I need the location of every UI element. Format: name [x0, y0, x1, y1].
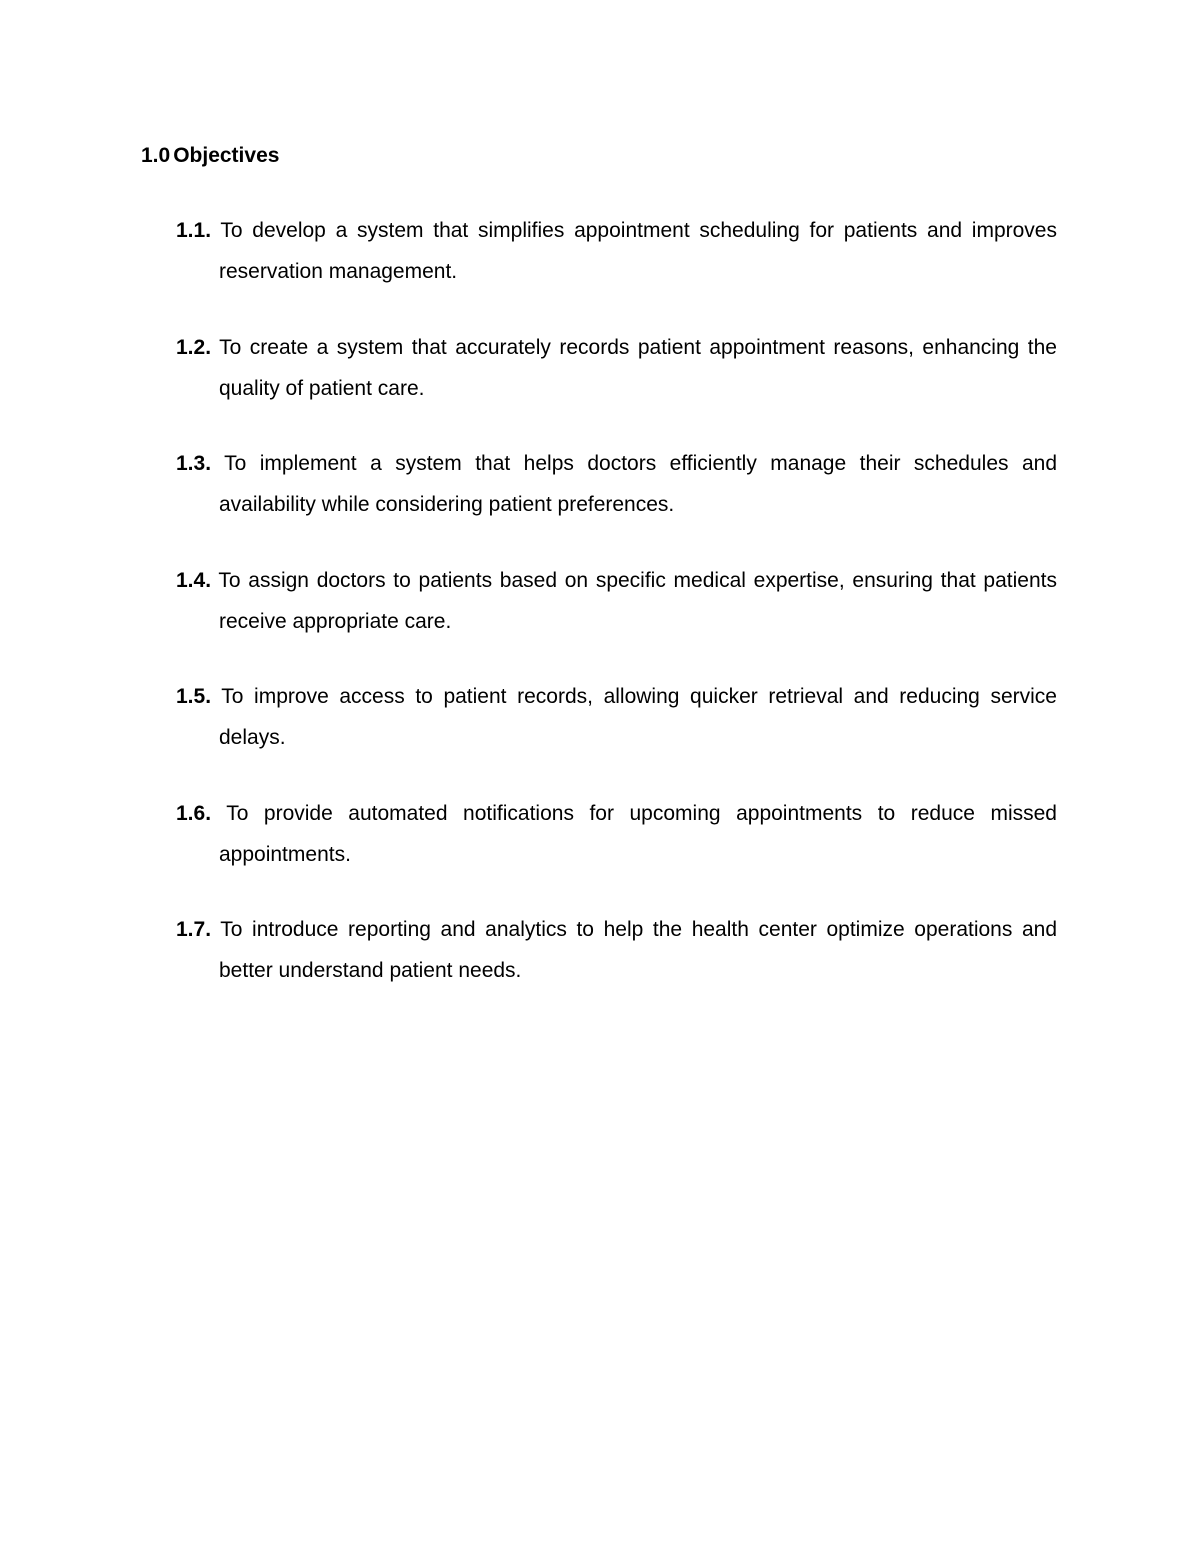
objective-number: 1.4.: [176, 569, 212, 592]
objective-number: 1.6.: [176, 802, 212, 825]
objective-number: 1.1.: [176, 219, 212, 242]
objective-text: To assign doctors to patients based on specific medical expertise, ensuring that patients receive appropriate care.: [218, 569, 1057, 633]
objective-text: To create a system that accurately records patient appointment reasons, enhancing the quality of patient care.: [219, 336, 1057, 400]
objective-text: To develop a system that simplifies appointment scheduling for patients and improves reservation management.: [219, 219, 1057, 283]
objective-text: To improve access to patient records, allowing quicker retrieval and reducing service delays.: [219, 685, 1057, 749]
objective-number: 1.7.: [176, 918, 212, 941]
objective-item: [176, 676, 1057, 758]
objective-item: [176, 909, 1057, 991]
objective-item: [176, 210, 1057, 292]
objective-number: 1.3.: [176, 452, 212, 475]
objective-number: 1.5.: [176, 685, 212, 708]
section-heading: [141, 143, 279, 169]
objective-text: To introduce reporting and analytics to help the health center optimize operations and better understand patient needs.: [219, 918, 1057, 982]
section-title: Objectives: [173, 144, 280, 167]
objective-item: [176, 560, 1057, 642]
objective-item: [176, 327, 1057, 409]
objective-text: To provide automated notifications for upcoming appointments to reduce missed appointments.: [219, 802, 1057, 866]
section-number: 1.0: [141, 144, 171, 167]
objective-number: 1.2.: [176, 336, 212, 359]
objective-item: [176, 443, 1057, 525]
objective-text: To implement a system that helps doctors efficiently manage their schedules and availability while considering patient preferences.: [219, 452, 1057, 516]
objective-item: [176, 793, 1057, 875]
